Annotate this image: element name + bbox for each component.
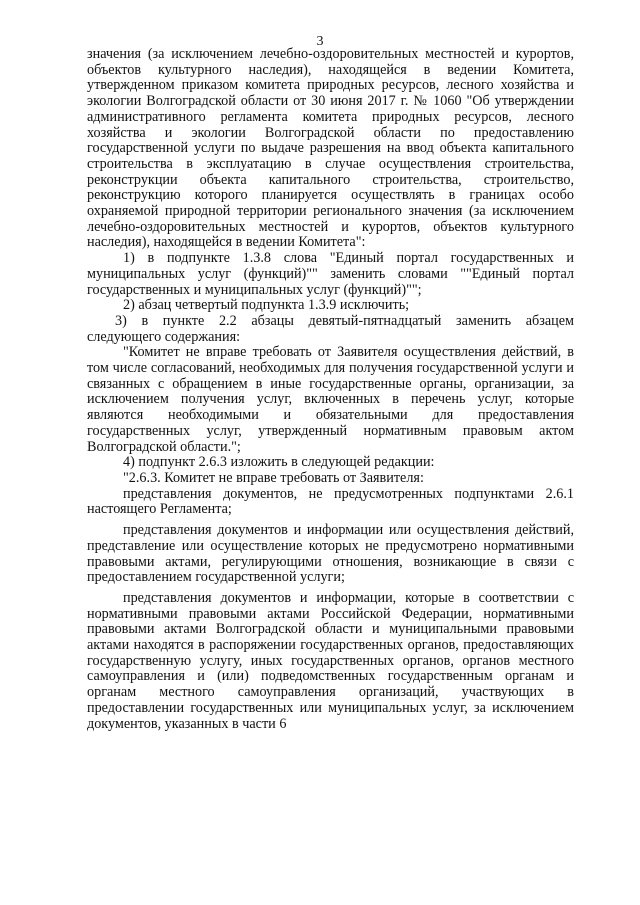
paragraph-requirement-1: представления документов, не предусмотренных подпунктами 2.6.1 настоящего Регламента; — [87, 485, 574, 518]
document-body — [87, 47, 574, 732]
paragraph-intro: значения (за исключением лечебно-оздоровительных местностей и курортов, объектов культурного наследия), находящейся в ведении Комитета, утвержденном приказом комитета природных ресурсов, лесного хозяйства и экологии Волгоградской области от 30 июня 2017 г. № 1060 "Об утверждении административного регламента комитета природных ресурсов, лесного хозяйства и экологии Волгоградской области по предоставлению государственной услуги по выдаче разрешения на ввод объекта капитального строительства в эксплуатацию в случае осуществления строительства, реконструкции объекта капитального строительства, строительство, реконструкцию которого планируется осуществлять в границах особо охраняемой природной территории регионального значения (за исключением лечебно-оздоровительных местностей и курортов, объектов культурного наследия), находящейся в ведении Комитета": — [87, 46, 574, 251]
paragraph-item-2: 2) абзац четвертый подпункта 1.3.9 исключить; — [123, 297, 410, 314]
paragraph-requirement-2: представления документов и информации или осуществления действий, представление или осуществление которых не предусмотрено нормативными правовыми актами, регулирующими отношения, возникающие в связи с предоставлением государственной услуги; — [87, 522, 574, 586]
paragraph-subclause-2-6-3: "2.6.3. Комитет не вправе требовать от Заявителя: — [123, 469, 424, 486]
paragraph-requirement-3: представления документов и информации, которые в соответствии с нормативными правовыми актами Российской Федерации, нормативными правовыми актами Волгоградской области и муниципальными правовыми актами находятся в распоряжении государственных органов, предоставляющих государственную услугу, иных государственных органов, органов местного самоуправления и (или) подведомственных государственным органам и органам местного самоуправления организаций, участвующих в предоставлении государственных или муниципальных услуг, за исключением документов, указанных в части 6 — [87, 589, 574, 732]
page-number: 3 — [316, 34, 324, 49]
paragraph-item-4: 4) подпункт 2.6.3 изложить в следующей редакции: — [123, 454, 435, 471]
paragraph-quote-committee: "Комитет не вправе требовать от Заявителя осуществления действий, в том числе согласований, необходимых для получения государственной услуги и связанных с обращением в иные государственные органы, организации, за исключением получения услуг, включенных в перечень услуг, которые являются необходимыми и обязательными для предоставления государственных услуг, утвержденный нормативным правовым актом Волгоградской области."; — [87, 344, 574, 455]
paragraph-item-1: 1) в подпункте 1.3.8 слова "Единый портал государственных и муниципальных услуг (функций)"" заменить словами ""Единый портал государственных и муниципальных услуг (функций)""; — [87, 250, 574, 298]
paragraph-item-3: 3) в пункте 2.2 абзацы девятый-пятнадцатый заменить абзацем следующего содержания: — [87, 312, 574, 345]
